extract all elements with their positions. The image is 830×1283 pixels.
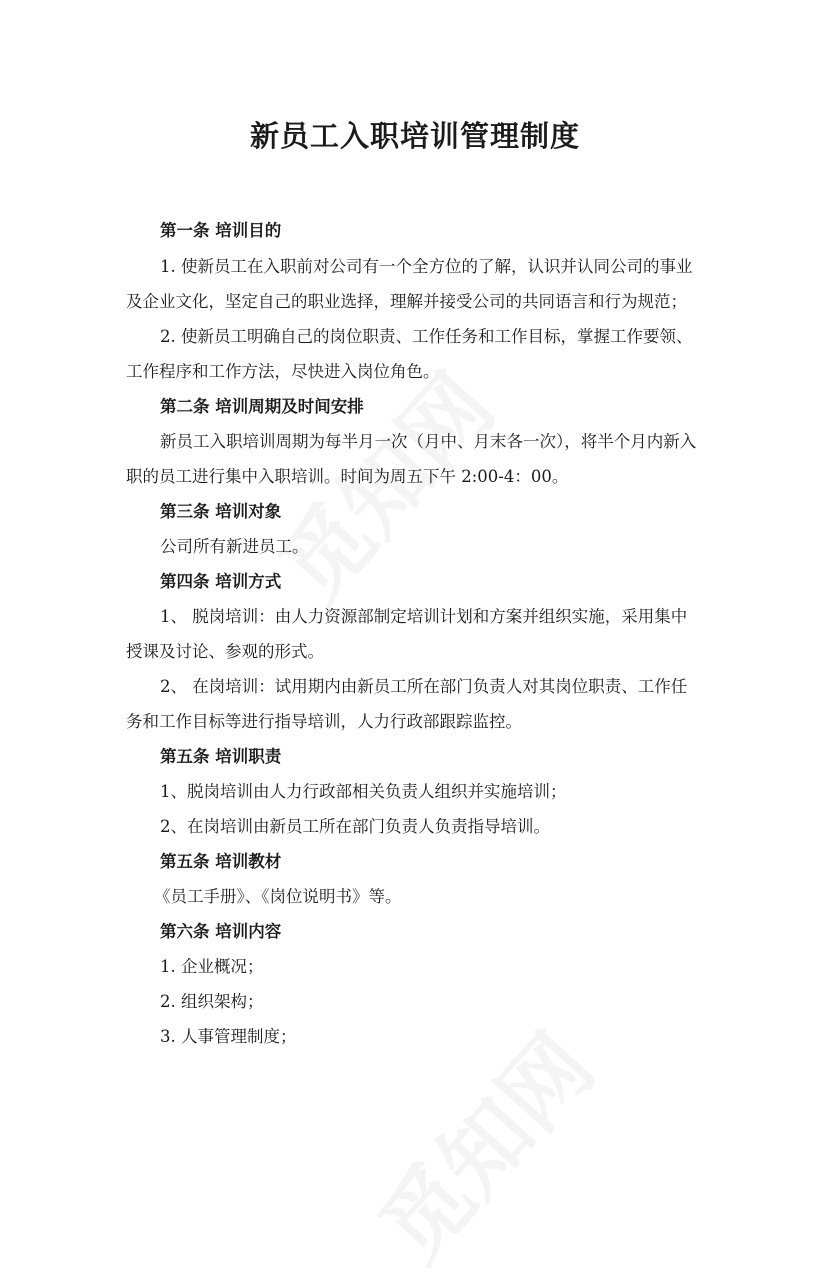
- list-item: 2. 组织架构；: [160, 992, 264, 1011]
- section-heading: 第五条 培训职责: [160, 747, 282, 766]
- section-heading: 第五条 培训教材: [160, 852, 282, 871]
- paragraph-line: 1. 使新员工在入职前对公司有一个全方位的了解，认识并认同公司的事业: [160, 257, 693, 276]
- paragraph-line: 2. 使新员工明确自己的岗位职责、工作任务和工作目标，掌握工作要领、: [160, 327, 693, 346]
- section-heading: 第一条 培训目的: [160, 221, 282, 240]
- watermark: [347, 1003, 617, 1283]
- list-item: 3. 人事管理制度；: [160, 1027, 297, 1046]
- paragraph-line: 及企业文化，坚定自己的职业选择，理解并接受公司的共同语言和行为规范；: [126, 292, 687, 311]
- document-title: 新员工入职培训管理制度: [249, 119, 580, 153]
- section-heading: 第二条 培训周期及时间安排: [160, 397, 364, 416]
- list-item: 1. 企业概况；: [160, 957, 264, 976]
- paragraph-line: 公司所有新进员工。: [160, 537, 309, 556]
- paragraph-line: 新员工入职培训周期为每半月一次（月中、月末各一次），将半个月内新入: [160, 432, 697, 451]
- paragraph-line: 《员工手册》、《岗位说明书》等。: [154, 887, 402, 906]
- paragraph-line: 授课及讨论、参观的形式。: [126, 642, 324, 661]
- paragraph-line: 1、 脱岗培训：由人力资源部制定培训计划和方案并组织实施，采用集中: [160, 607, 688, 626]
- paragraph-line: 1、脱岗培训由人力行政部相关负责人组织并实施培训；: [160, 782, 567, 801]
- section-heading: 第六条 培训内容: [160, 922, 282, 941]
- paragraph-line: 务和工作目标等进行指导培训，人力行政部跟踪监控。: [126, 712, 522, 731]
- section-heading: 第三条 培训对象: [160, 502, 282, 521]
- paragraph-line: 2、 在岗培训：试用期内由新员工所在部门负责人对其岗位职责、工作任: [160, 677, 688, 696]
- paragraph-line: 职的员工进行集中入职培训。时间为周五下午 2:00-4：00。: [126, 467, 569, 486]
- section-heading: 第四条 培训方式: [160, 572, 282, 591]
- paragraph-line: 2、在岗培训由新员工所在部门负责人负责指导培训。: [160, 817, 550, 836]
- paragraph-line: 工作程序和工作方法，尽快进入岗位角色。: [126, 362, 440, 381]
